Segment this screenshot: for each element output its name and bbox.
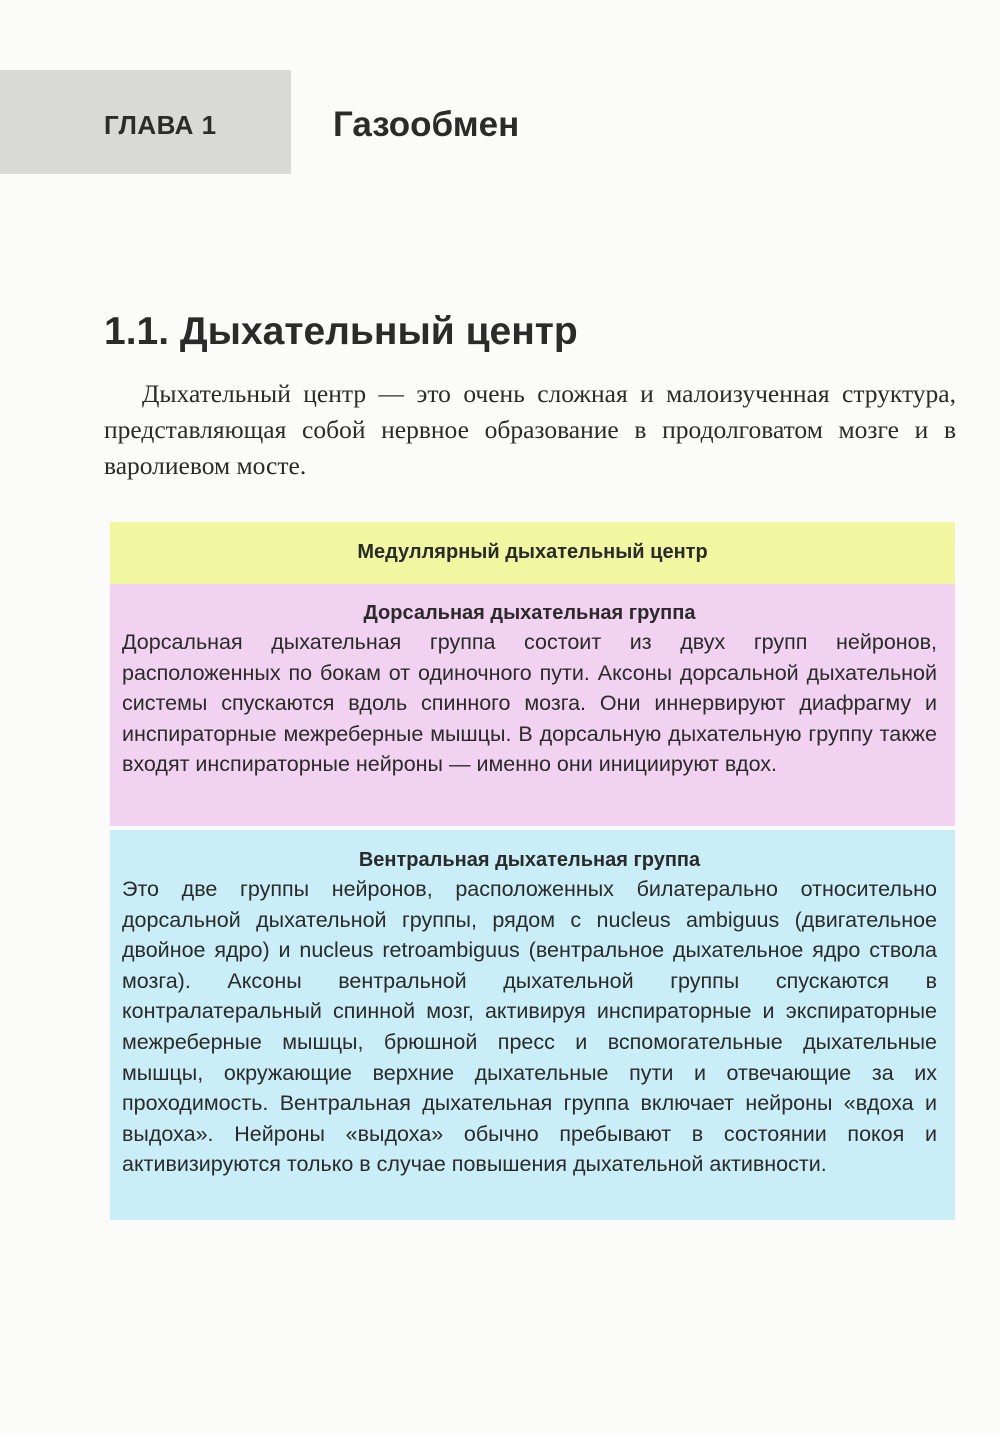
chapter-title: Газообмен [333,105,520,144]
ventral-group-box [110,830,955,1220]
ventral-group-text: Это две группы нейронов, расположенных билатерально относительно дорсальной дыхательной группы, рядом с nucleus ambiguus (двигательное двойное ядро) и nucleus retroambiguus (вентральное дыхательное ядро ствола мозга). Аксоны вентральной дыхательной группы спускаются в контралатеральный спинной мозг, активируя инспираторные и экспираторные межреберные мышцы, брюшной пресс и вспомогательные дыхательные мышцы, окружающие верхние дыхательные пути и отвечающие за их проходимость. Вентральная дыхательная группа включает нейроны «вдоха и выдоха». Нейроны «выдоха» обычно пребывают в состоянии покоя и активизируются только в случае повышения дыхательной активности. [122,877,937,1177]
dorsal-group-heading: Дорсальная дыхательная группа [363,602,696,624]
intro-paragraph: Дыхательный центр — это очень сложная и малоизученная структура, представляющая собой нервное образование в продолговатом мозге и в варолиевом мосте. [104,379,956,480]
ventral-group-heading: Вентральная дыхательная группа [358,849,701,871]
medullary-center-box [110,522,955,584]
dorsal-group-text: Дорсальная дыхательная группа состоит из двух групп нейронов, расположенных по бокам от одиночного пути. Аксоны дорсальной дыхательной системы спускаются вдоль спинного мозга. Они иннервируют диафрагму и инспираторные межреберные мышцы. В дорсальную дыхательную группу также входят инспираторные нейроны — именно они инициируют вдох. [122,630,937,777]
chapter-label: ГЛАВА 1 [104,110,217,140]
section-title: 1.1. Дыхательный центр [104,310,578,353]
medullary-center-heading: Медуллярный дыхательный центр [357,541,708,563]
dorsal-group-box [110,584,955,826]
